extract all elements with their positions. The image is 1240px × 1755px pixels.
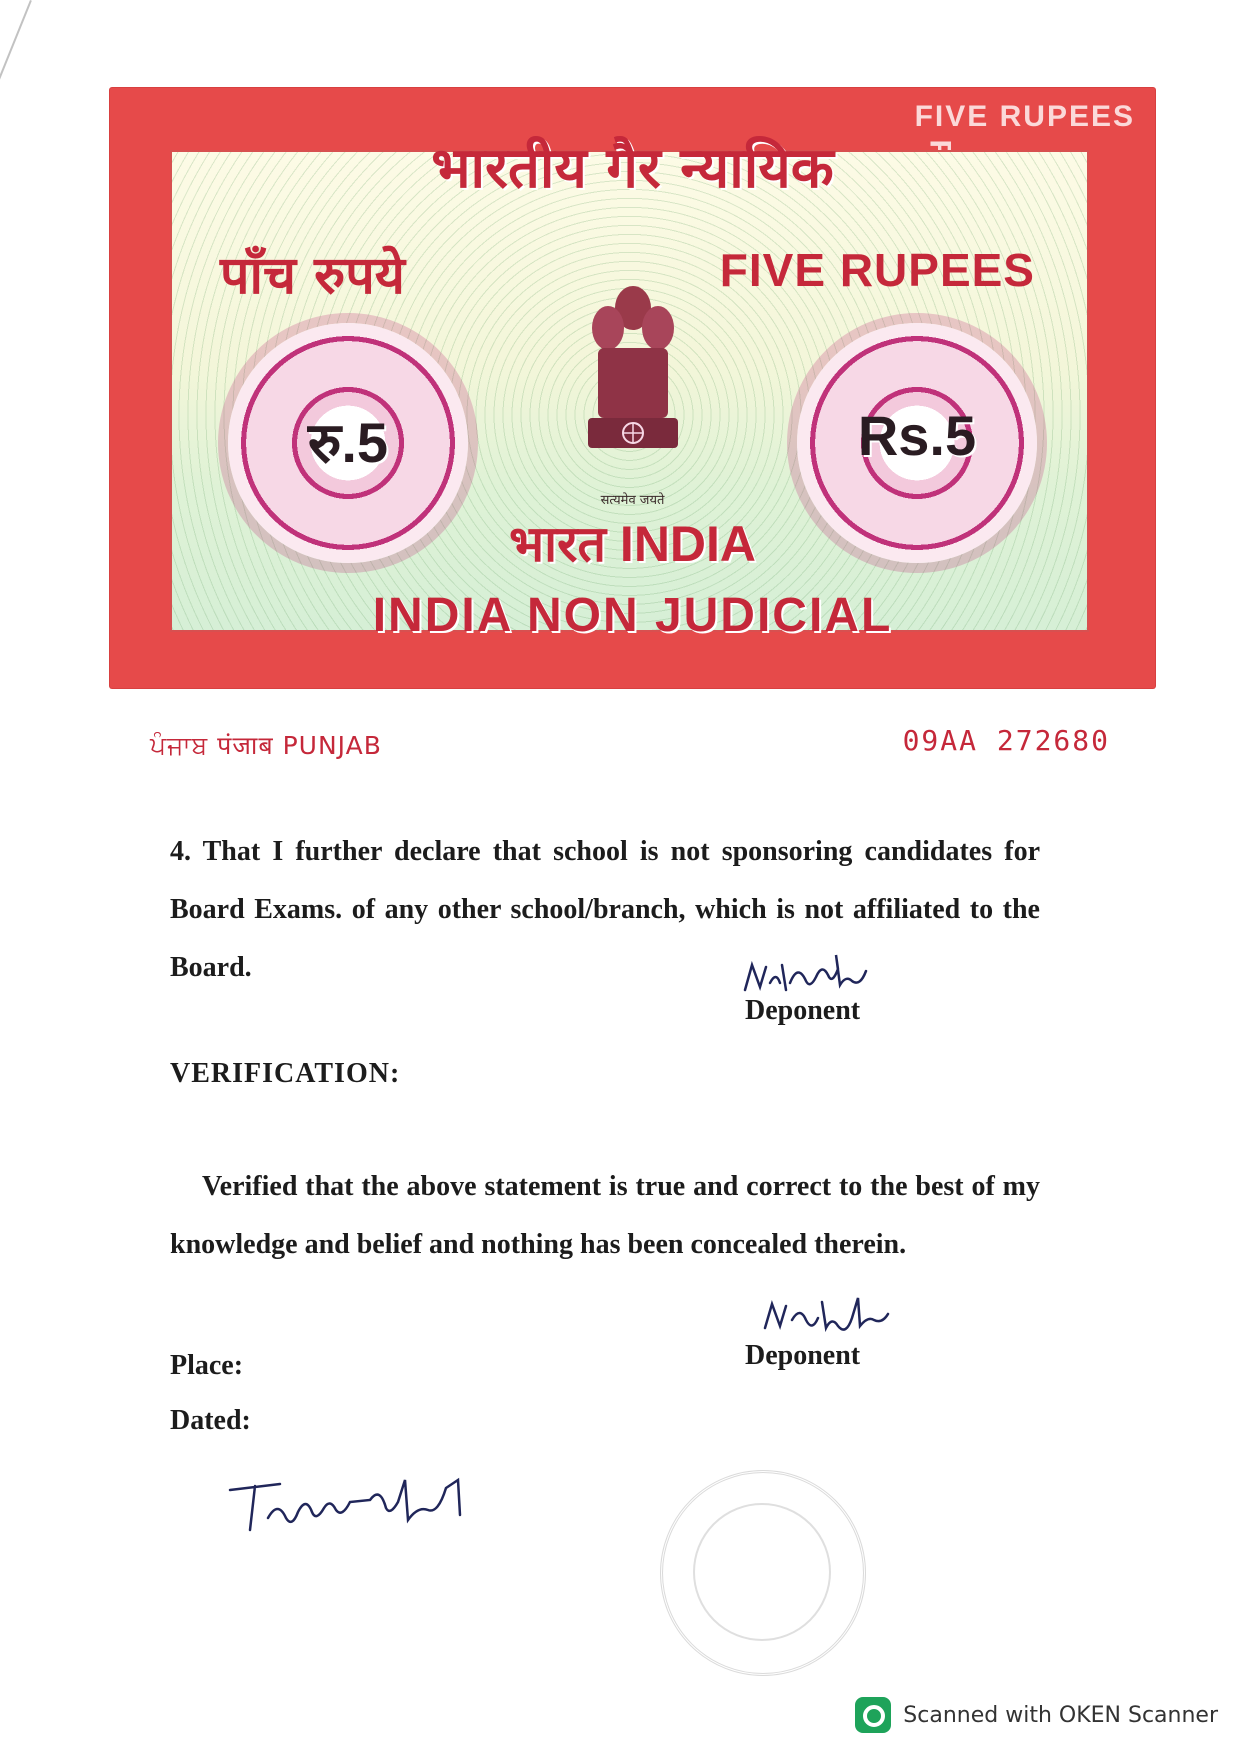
scan-edge-line: [0, 0, 32, 186]
lion-capital-icon: [578, 268, 688, 468]
declaration-paragraph-4: 4. That I further declare that school is not sponsoring candidates for Board Exams. of any other school/branch, which is not affiliated to the Board.: [170, 836, 1040, 983]
stamp-border-text-top: FIVE RUPEES: [914, 100, 1135, 133]
stamp-state: ਪੰਜਾਬ पंजाब PUNJAB: [150, 731, 382, 760]
oken-scanner-icon: [855, 1697, 891, 1733]
verification-heading: VERIFICATION:: [170, 1058, 401, 1089]
deponent-label-2: Deponent: [745, 1340, 861, 1371]
stamp-paper-header: [110, 88, 1155, 688]
stamp-hindi-value: पाँच रुपये: [220, 246, 405, 306]
deponent-label-1: Deponent: [745, 995, 861, 1026]
bharat-english: INDIA: [619, 516, 757, 572]
stamp-serial-number: 09AA 272680: [902, 724, 1110, 757]
verification-paragraph: Verified that the above statement is true and correct to the best of my knowledge and belief and nothing has been concealed therein.: [170, 1171, 1040, 1260]
magistrate-signature: [220, 1470, 490, 1540]
stamp-non-judicial: INDIA NON JUDICIAL: [372, 589, 893, 642]
denomination-hindi: रु.5: [307, 411, 389, 474]
place-label: Place:: [170, 1350, 244, 1381]
denomination-english: Rs.5: [857, 404, 977, 467]
stamp-hindi-header: भारतीय गैर न्यायिक: [431, 136, 834, 201]
stamp-bharat-india: [110, 508, 1155, 576]
official-seal-watermark: [660, 1470, 866, 1676]
bharat-hindi: भारत: [508, 515, 607, 573]
national-emblem: [578, 268, 688, 508]
dated-label: Dated:: [170, 1405, 251, 1436]
scanner-watermark: [855, 1697, 1218, 1733]
emblem-motto: सत्यमेव जयते: [600, 493, 665, 508]
stamp-english-value: FIVE RUPEES: [719, 244, 1035, 296]
scanner-text: Scanned with OKEN Scanner: [903, 1702, 1218, 1728]
deponent-signature-2: [760, 1290, 940, 1340]
seal-inner-ring: [693, 1503, 831, 1641]
